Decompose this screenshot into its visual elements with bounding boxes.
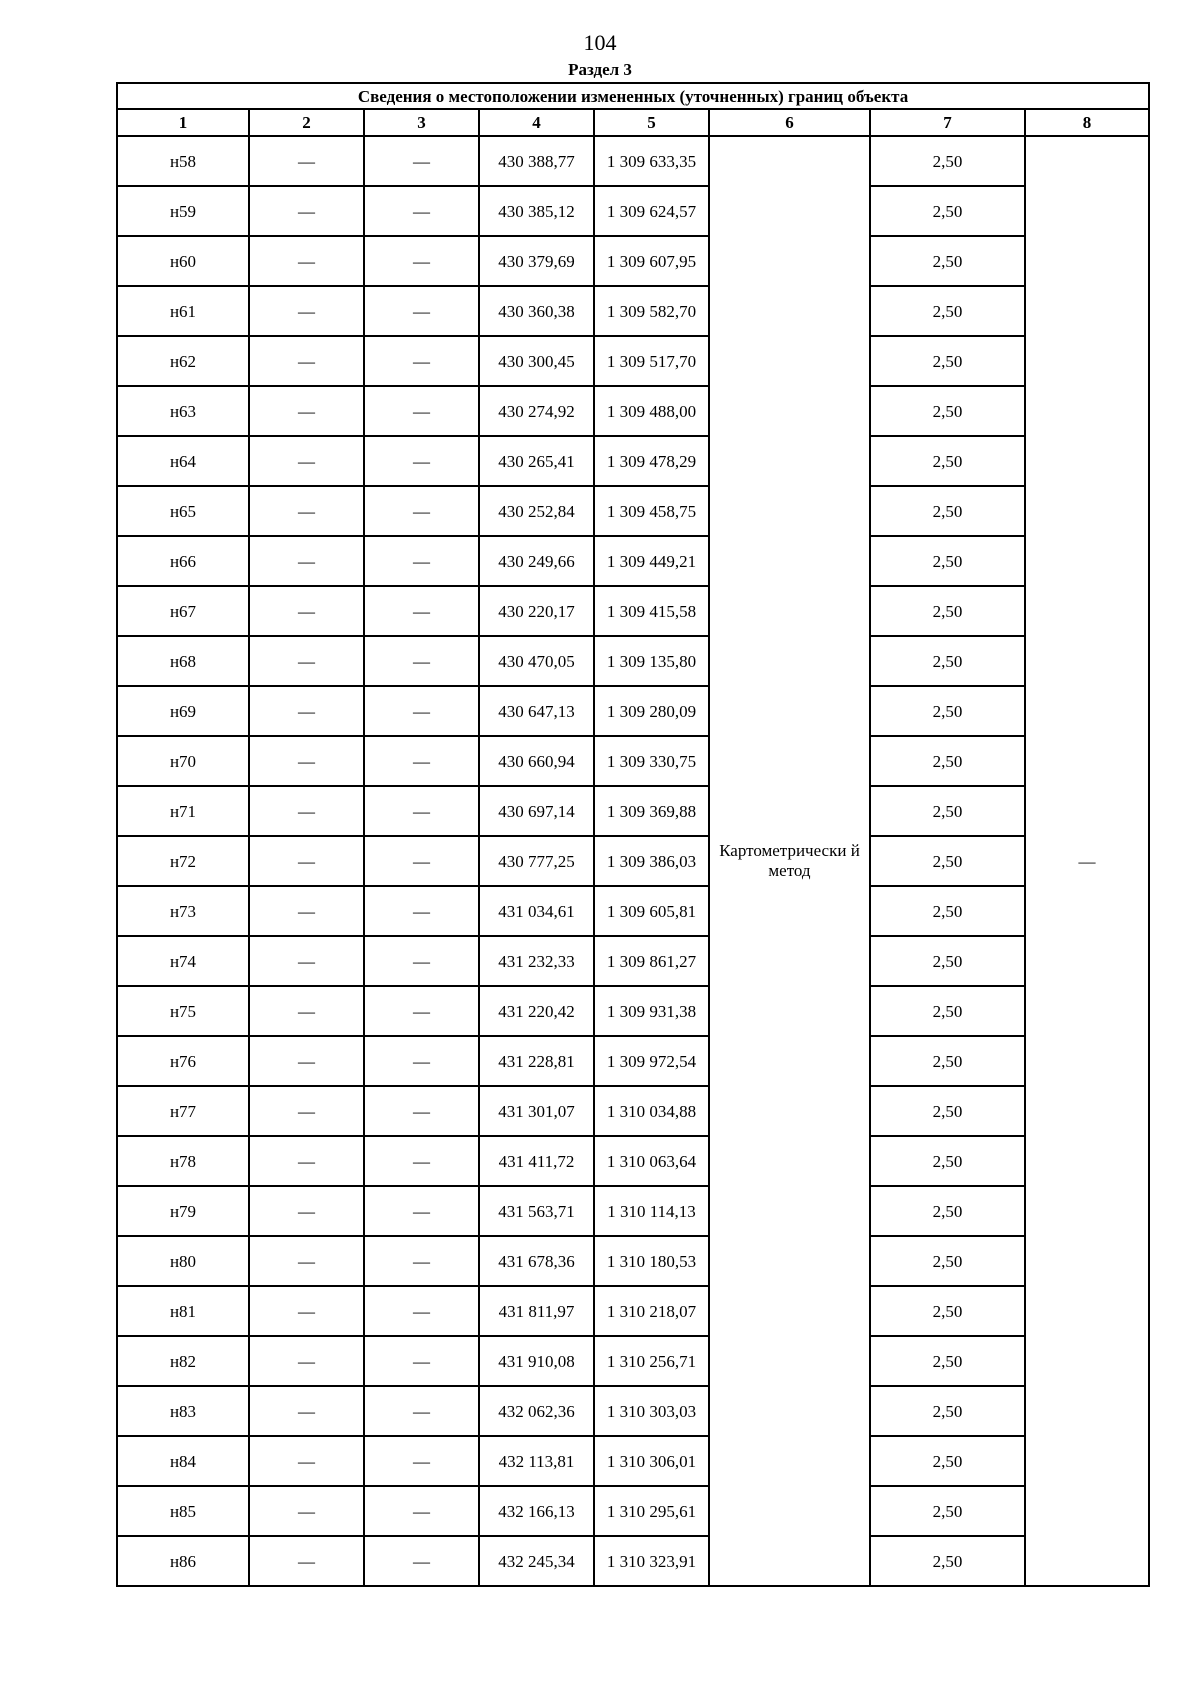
column-number: 2 bbox=[249, 109, 364, 136]
dash-cell-col3: — bbox=[364, 1036, 479, 1086]
y-coordinate-cell: 1 309 972,54 bbox=[594, 1036, 709, 1086]
table-caption: Сведения о местоположении измененных (уточненных) границ объекта bbox=[117, 83, 1149, 109]
y-coordinate-cell: 1 310 034,88 bbox=[594, 1086, 709, 1136]
dash-cell-col3: — bbox=[364, 1536, 479, 1586]
x-coordinate-cell: 430 660,94 bbox=[479, 736, 594, 786]
x-coordinate-cell: 432 062,36 bbox=[479, 1386, 594, 1436]
x-coordinate-cell: 432 245,34 bbox=[479, 1536, 594, 1586]
table-row bbox=[117, 1386, 1149, 1436]
accuracy-cell: 2,50 bbox=[870, 336, 1025, 386]
accuracy-cell: 2,50 bbox=[870, 186, 1025, 236]
point-name-cell: н84 bbox=[117, 1436, 249, 1486]
dash-cell-col3: — bbox=[364, 486, 479, 536]
table-row bbox=[117, 986, 1149, 1036]
page-number: 104 bbox=[583, 30, 617, 55]
point-name-cell: н79 bbox=[117, 1186, 249, 1236]
x-coordinate-cell: 430 265,41 bbox=[479, 436, 594, 486]
dash-cell-col2: — bbox=[249, 1136, 364, 1186]
table-row bbox=[117, 1036, 1149, 1086]
table-row bbox=[117, 1086, 1149, 1136]
x-coordinate-cell: 432 113,81 bbox=[479, 1436, 594, 1486]
point-name-cell: н61 bbox=[117, 286, 249, 336]
column-number: 3 bbox=[364, 109, 479, 136]
point-name-cell: н58 bbox=[117, 136, 249, 186]
table-row bbox=[117, 236, 1149, 286]
table-row bbox=[117, 936, 1149, 986]
point-name-cell: н83 bbox=[117, 1386, 249, 1436]
dash-cell-col3: — bbox=[364, 1436, 479, 1486]
dash-cell-col3: — bbox=[364, 1486, 479, 1536]
column-number: 4 bbox=[479, 109, 594, 136]
accuracy-cell: 2,50 bbox=[870, 536, 1025, 586]
table-row bbox=[117, 336, 1149, 386]
y-coordinate-cell: 1 310 180,53 bbox=[594, 1236, 709, 1286]
y-coordinate-cell: 1 309 517,70 bbox=[594, 336, 709, 386]
accuracy-cell: 2,50 bbox=[870, 1436, 1025, 1486]
y-coordinate-cell: 1 309 478,29 bbox=[594, 436, 709, 486]
table-row bbox=[117, 1286, 1149, 1336]
point-name-cell: н78 bbox=[117, 1136, 249, 1186]
point-name-cell: н72 bbox=[117, 836, 249, 886]
y-coordinate-cell: 1 310 218,07 bbox=[594, 1286, 709, 1336]
table-row bbox=[117, 1486, 1149, 1536]
point-name-cell: н75 bbox=[117, 986, 249, 1036]
dash-cell-col3: — bbox=[364, 1186, 479, 1236]
section-title: Раздел 3 bbox=[568, 60, 632, 79]
point-name-cell: н85 bbox=[117, 1486, 249, 1536]
y-coordinate-cell: 1 309 280,09 bbox=[594, 686, 709, 736]
x-coordinate-cell: 431 228,81 bbox=[479, 1036, 594, 1086]
accuracy-cell: 2,50 bbox=[870, 236, 1025, 286]
y-coordinate-cell: 1 309 931,38 bbox=[594, 986, 709, 1036]
dash-cell-col2: — bbox=[249, 936, 364, 986]
accuracy-cell: 2,50 bbox=[870, 786, 1025, 836]
dash-cell-col2: — bbox=[249, 986, 364, 1036]
column8-cell: — bbox=[1025, 136, 1149, 1586]
dash-cell-col2: — bbox=[249, 786, 364, 836]
dash-cell-col2: — bbox=[249, 636, 364, 686]
x-coordinate-cell: 430 385,12 bbox=[479, 186, 594, 236]
y-coordinate-cell: 1 309 624,57 bbox=[594, 186, 709, 236]
x-coordinate-cell: 431 910,08 bbox=[479, 1336, 594, 1386]
dash-cell-col2: — bbox=[249, 386, 364, 436]
x-coordinate-cell: 430 300,45 bbox=[479, 336, 594, 386]
accuracy-cell: 2,50 bbox=[870, 1086, 1025, 1136]
point-name-cell: н62 bbox=[117, 336, 249, 386]
dash-cell-col3: — bbox=[364, 986, 479, 1036]
dash-cell-col3: — bbox=[364, 1286, 479, 1336]
point-name-cell: н82 bbox=[117, 1336, 249, 1386]
accuracy-cell: 2,50 bbox=[870, 486, 1025, 536]
y-coordinate-cell: 1 309 386,03 bbox=[594, 836, 709, 886]
x-coordinate-cell: 430 697,14 bbox=[479, 786, 594, 836]
dash-cell-col2: — bbox=[249, 686, 364, 736]
table-row bbox=[117, 586, 1149, 636]
y-coordinate-cell: 1 309 458,75 bbox=[594, 486, 709, 536]
accuracy-cell: 2,50 bbox=[870, 1536, 1025, 1586]
y-coordinate-cell: 1 309 605,81 bbox=[594, 886, 709, 936]
y-coordinate-cell: 1 310 323,91 bbox=[594, 1536, 709, 1586]
x-coordinate-cell: 431 220,42 bbox=[479, 986, 594, 1036]
point-name-cell: н80 bbox=[117, 1236, 249, 1286]
accuracy-cell: 2,50 bbox=[870, 636, 1025, 686]
dash-cell-col2: — bbox=[249, 1036, 364, 1086]
dash-cell-col2: — bbox=[249, 1336, 364, 1386]
y-coordinate-cell: 1 309 330,75 bbox=[594, 736, 709, 786]
x-coordinate-cell: 431 563,71 bbox=[479, 1186, 594, 1236]
point-name-cell: н76 bbox=[117, 1036, 249, 1086]
method-cell: Картометрически й метод bbox=[709, 136, 870, 1586]
dash-cell-col3: — bbox=[364, 1136, 479, 1186]
dash-cell-col3: — bbox=[364, 1386, 479, 1436]
accuracy-cell: 2,50 bbox=[870, 1386, 1025, 1436]
accuracy-cell: 2,50 bbox=[870, 586, 1025, 636]
table-row bbox=[117, 486, 1149, 536]
accuracy-cell: 2,50 bbox=[870, 836, 1025, 886]
dash-cell-col3: — bbox=[364, 536, 479, 586]
dash-cell-col2: — bbox=[249, 586, 364, 636]
y-coordinate-cell: 1 310 303,03 bbox=[594, 1386, 709, 1436]
dash-cell-col2: — bbox=[249, 286, 364, 336]
y-coordinate-cell: 1 310 306,01 bbox=[594, 1436, 709, 1486]
accuracy-cell: 2,50 bbox=[870, 136, 1025, 186]
x-coordinate-cell: 430 470,05 bbox=[479, 636, 594, 686]
point-name-cell: н59 bbox=[117, 186, 249, 236]
point-name-cell: н71 bbox=[117, 786, 249, 836]
y-coordinate-cell: 1 310 063,64 bbox=[594, 1136, 709, 1186]
dash-cell-col2: — bbox=[249, 736, 364, 786]
accuracy-cell: 2,50 bbox=[870, 736, 1025, 786]
y-coordinate-cell: 1 309 633,35 bbox=[594, 136, 709, 186]
point-name-cell: н63 bbox=[117, 386, 249, 436]
column-number: 6 bbox=[709, 109, 870, 136]
table-row bbox=[117, 1436, 1149, 1486]
dash-cell-col2: — bbox=[249, 486, 364, 536]
accuracy-cell: 2,50 bbox=[870, 1036, 1025, 1086]
dash-cell-col3: — bbox=[364, 136, 479, 186]
dash-cell-col2: — bbox=[249, 1086, 364, 1136]
x-coordinate-cell: 430 249,66 bbox=[479, 536, 594, 586]
dash-cell-col2: — bbox=[249, 336, 364, 386]
accuracy-cell: 2,50 bbox=[870, 1336, 1025, 1386]
dash-cell-col2: — bbox=[249, 836, 364, 886]
dash-cell-col2: — bbox=[249, 1536, 364, 1586]
column-number: 5 bbox=[594, 109, 709, 136]
dash-cell-col3: — bbox=[364, 1086, 479, 1136]
dash-cell-col2: — bbox=[249, 1486, 364, 1536]
table-row bbox=[117, 186, 1149, 236]
column-number: 8 bbox=[1025, 109, 1149, 136]
dash-cell-col3: — bbox=[364, 686, 479, 736]
table-row bbox=[117, 1536, 1149, 1586]
x-coordinate-cell: 430 274,92 bbox=[479, 386, 594, 436]
boundary-coordinates-table bbox=[116, 82, 1150, 1587]
point-name-cell: н68 bbox=[117, 636, 249, 686]
point-name-cell: н70 bbox=[117, 736, 249, 786]
accuracy-cell: 2,50 bbox=[870, 1186, 1025, 1236]
table-row bbox=[117, 386, 1149, 436]
dash-cell-col2: — bbox=[249, 1386, 364, 1436]
y-coordinate-cell: 1 309 135,80 bbox=[594, 636, 709, 686]
y-coordinate-cell: 1 310 295,61 bbox=[594, 1486, 709, 1536]
table-row bbox=[117, 1136, 1149, 1186]
x-coordinate-cell: 431 232,33 bbox=[479, 936, 594, 986]
table-row bbox=[117, 786, 1149, 836]
point-name-cell: н60 bbox=[117, 236, 249, 286]
dash-cell-col2: — bbox=[249, 436, 364, 486]
x-coordinate-cell: 430 388,77 bbox=[479, 136, 594, 186]
x-coordinate-cell: 431 411,72 bbox=[479, 1136, 594, 1186]
x-coordinate-cell: 430 379,69 bbox=[479, 236, 594, 286]
x-coordinate-cell: 430 220,17 bbox=[479, 586, 594, 636]
x-coordinate-cell: 430 647,13 bbox=[479, 686, 594, 736]
table-row bbox=[117, 1186, 1149, 1236]
dash-cell-col3: — bbox=[364, 586, 479, 636]
dash-cell-col3: — bbox=[364, 736, 479, 786]
point-name-cell: н66 bbox=[117, 536, 249, 586]
dash-cell-col3: — bbox=[364, 836, 479, 886]
accuracy-cell: 2,50 bbox=[870, 1286, 1025, 1336]
point-name-cell: н77 bbox=[117, 1086, 249, 1136]
point-name-cell: н64 bbox=[117, 436, 249, 486]
table-row bbox=[117, 886, 1149, 936]
dash-cell-col3: — bbox=[364, 936, 479, 986]
table-row bbox=[117, 836, 1149, 886]
dash-cell-col2: — bbox=[249, 886, 364, 936]
point-name-cell: н67 bbox=[117, 586, 249, 636]
table-row bbox=[117, 536, 1149, 586]
table-row bbox=[117, 436, 1149, 486]
accuracy-cell: 2,50 bbox=[870, 436, 1025, 486]
column-number: 7 bbox=[870, 109, 1025, 136]
accuracy-cell: 2,50 bbox=[870, 1136, 1025, 1186]
accuracy-cell: 2,50 bbox=[870, 386, 1025, 436]
y-coordinate-cell: 1 309 369,88 bbox=[594, 786, 709, 836]
dash-cell-col3: — bbox=[364, 636, 479, 686]
x-coordinate-cell: 430 360,38 bbox=[479, 286, 594, 336]
y-coordinate-cell: 1 310 114,13 bbox=[594, 1186, 709, 1236]
y-coordinate-cell: 1 310 256,71 bbox=[594, 1336, 709, 1386]
table-row bbox=[117, 686, 1149, 736]
dash-cell-col3: — bbox=[364, 286, 479, 336]
dash-cell-col2: — bbox=[249, 1186, 364, 1236]
accuracy-cell: 2,50 bbox=[870, 1486, 1025, 1536]
point-name-cell: н74 bbox=[117, 936, 249, 986]
x-coordinate-cell: 431 811,97 bbox=[479, 1286, 594, 1336]
x-coordinate-cell: 431 301,07 bbox=[479, 1086, 594, 1136]
table-row bbox=[117, 636, 1149, 686]
x-coordinate-cell: 431 678,36 bbox=[479, 1236, 594, 1286]
dash-cell-col3: — bbox=[364, 1336, 479, 1386]
accuracy-cell: 2,50 bbox=[870, 936, 1025, 986]
point-name-cell: н65 bbox=[117, 486, 249, 536]
dash-cell-col3: — bbox=[364, 1236, 479, 1286]
x-coordinate-cell: 431 034,61 bbox=[479, 886, 594, 936]
dash-cell-col2: — bbox=[249, 1436, 364, 1486]
dash-cell-col3: — bbox=[364, 786, 479, 836]
dash-cell-col2: — bbox=[249, 1236, 364, 1286]
table-row bbox=[117, 1236, 1149, 1286]
dash-cell-col2: — bbox=[249, 136, 364, 186]
dash-cell-col2: — bbox=[249, 186, 364, 236]
y-coordinate-cell: 1 309 449,21 bbox=[594, 536, 709, 586]
y-coordinate-cell: 1 309 861,27 bbox=[594, 936, 709, 986]
dash-cell-col3: — bbox=[364, 336, 479, 386]
table-row bbox=[117, 136, 1149, 186]
accuracy-cell: 2,50 bbox=[870, 686, 1025, 736]
x-coordinate-cell: 432 166,13 bbox=[479, 1486, 594, 1536]
point-name-cell: н73 bbox=[117, 886, 249, 936]
accuracy-cell: 2,50 bbox=[870, 886, 1025, 936]
dash-cell-col2: — bbox=[249, 1286, 364, 1336]
y-coordinate-cell: 1 309 488,00 bbox=[594, 386, 709, 436]
table-row bbox=[117, 286, 1149, 336]
dash-cell-col3: — bbox=[364, 386, 479, 436]
x-coordinate-cell: 430 252,84 bbox=[479, 486, 594, 536]
accuracy-cell: 2,50 bbox=[870, 1236, 1025, 1286]
table-row bbox=[117, 1336, 1149, 1386]
point-name-cell: н81 bbox=[117, 1286, 249, 1336]
y-coordinate-cell: 1 309 415,58 bbox=[594, 586, 709, 636]
dash-cell-col2: — bbox=[249, 236, 364, 286]
column-number: 1 bbox=[117, 109, 249, 136]
y-coordinate-cell: 1 309 582,70 bbox=[594, 286, 709, 336]
point-name-cell: н86 bbox=[117, 1536, 249, 1586]
dash-cell-col3: — bbox=[364, 236, 479, 286]
y-coordinate-cell: 1 309 607,95 bbox=[594, 236, 709, 286]
dash-cell-col2: — bbox=[249, 536, 364, 586]
dash-cell-col3: — bbox=[364, 436, 479, 486]
dash-cell-col3: — bbox=[364, 186, 479, 236]
x-coordinate-cell: 430 777,25 bbox=[479, 836, 594, 886]
dash-cell-col3: — bbox=[364, 886, 479, 936]
table-row bbox=[117, 736, 1149, 786]
accuracy-cell: 2,50 bbox=[870, 286, 1025, 336]
point-name-cell: н69 bbox=[117, 686, 249, 736]
accuracy-cell: 2,50 bbox=[870, 986, 1025, 1036]
